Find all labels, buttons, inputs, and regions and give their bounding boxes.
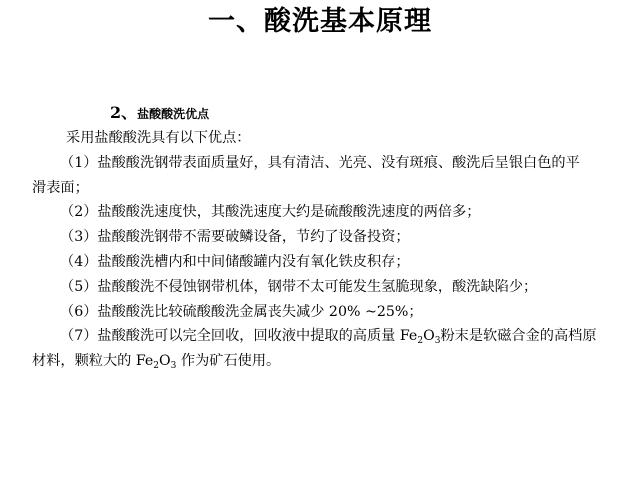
list-item-text: O <box>423 328 435 345</box>
advantages-list <box>32 126 632 374</box>
list-item-text: 作为矿石使用。 <box>176 353 281 370</box>
list-item-continuation <box>32 349 632 374</box>
section-number: 2、 <box>110 103 138 122</box>
list-item <box>32 324 632 374</box>
list-item-text: （4）盐酸酸洗槽内和中间储酸罐内没有氧化铁皮积存； <box>60 253 410 270</box>
list-item-continuation: 滑表面； <box>32 179 89 196</box>
list-item <box>32 151 632 201</box>
list-item <box>32 300 632 325</box>
list-item-text: O <box>159 353 171 370</box>
list-item-text: （5）盐酸酸洗不侵蚀钢带机体，钢带不太可能发生氢脆现象，酸洗缺陷少； <box>60 278 538 295</box>
list-item-text: （6）盐酸酸洗比较硫酸酸洗金属丧失减少 20% ~25%； <box>60 303 423 320</box>
intro-text: 采用盐酸酸洗具有以下优点： <box>66 130 251 146</box>
subscript: 2 <box>153 361 160 372</box>
list-item-text: （2）盐酸酸洗速度快，其酸洗速度大约是硫酸酸洗速度的两倍多； <box>60 204 481 221</box>
subscript: 3 <box>170 361 177 372</box>
list-item <box>32 275 632 300</box>
slide-title: 一、酸洗基本原理 <box>208 6 432 37</box>
section-heading-text: 盐酸酸洗优点 <box>137 107 210 121</box>
subscript: 3 <box>434 336 441 347</box>
subscript: 2 <box>417 336 424 347</box>
list-item-text: （7）盐酸酸洗可以完全回收，回收液中提取的高质量 Fe <box>60 328 418 345</box>
list-item-text: （1）盐酸酸洗钢带表面质量好，具有清洁、光亮、没有斑痕、酸洗后呈银白色的平 <box>60 154 580 171</box>
list-item <box>32 250 632 275</box>
list-item-text: （3）盐酸酸洗钢带不需要破鳞设备，节约了设备投资； <box>60 229 410 246</box>
list-item-text: 粉末是软磁合金的高档原 <box>440 328 597 345</box>
section-heading <box>110 103 209 124</box>
list-item <box>32 200 632 225</box>
list-item-text: 材料，颗粒大的 Fe <box>32 353 154 370</box>
list-item <box>32 225 632 250</box>
